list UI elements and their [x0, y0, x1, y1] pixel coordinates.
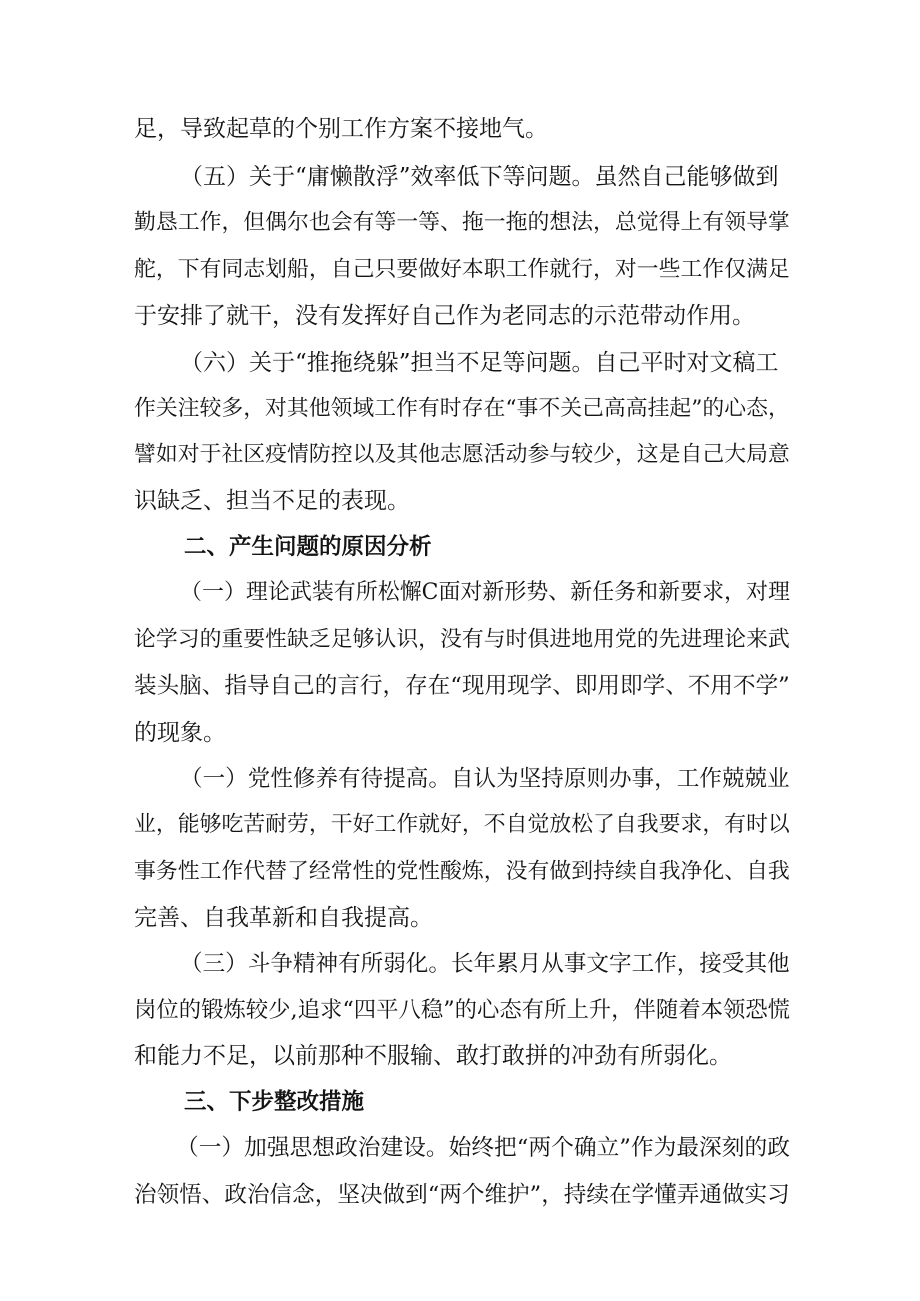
text-line-content: 岗位的锻炼较少,追求“四平八稳”的心态有所上升，伴随着本领恐慌 [134, 997, 791, 1023]
text-line [0, 1033, 920, 1079]
text-line [0, 340, 920, 386]
text-line-content: 事务性工作代替了经常性的党性酸炼，没有做到持续自我净化、自我 [134, 859, 790, 884]
text-line [0, 987, 920, 1033]
section-heading [0, 524, 920, 570]
text-line [0, 710, 920, 756]
text-line [0, 1125, 920, 1171]
text-line-content: （一）理论武装有所松懈C面对新形势、新任务和新要求，对理 [180, 580, 790, 605]
text-line [0, 478, 920, 524]
section-heading [0, 1079, 920, 1125]
text-line [0, 293, 920, 339]
text-line [0, 432, 920, 478]
text-line [0, 802, 920, 848]
text-line-content: （一）加强思想政治建设。始终把“两个确立”作为最深刻的政 [176, 1135, 790, 1161]
text-line-content: 作关注较多，对其他领域工作有时存在“事不关己高高挂起”的心态， [134, 396, 790, 421]
text-line-content: （五）关于“庸懒散浮”效率低下等问题。虽然自己能够做到 [180, 164, 779, 190]
text-line [0, 106, 920, 152]
text-line-content: 譬如对于社区疫情防控以及其他志愿活动参与较少，这是自己大局意 [134, 442, 790, 467]
text-line [0, 941, 920, 987]
text-line [0, 849, 920, 895]
text-line-content: 业，能够吃苦耐劳，干好工作就好，不自觉放松了自我要求，有时以 [134, 812, 790, 837]
text-line [0, 200, 920, 246]
text-line [0, 663, 920, 709]
text-line-content: 和能力不足，以前那种不服输、敢打敢拼的冲劲有所弱化。 [134, 1043, 732, 1069]
text-line [0, 247, 920, 293]
text-line-content: 勤恳工作，但偶尔也会有等一等、拖一拖的想法，总觉得上有领导掌 [134, 210, 790, 235]
text-line-content: 装头脑、指导自己的言行，存在“现用现学、即用即学、不用不学” [134, 673, 790, 699]
text-line [0, 570, 920, 616]
text-line-content: 论学习的重要性缺乏足够认识，没有与时俱进地用党的先进理论来武 [134, 627, 790, 652]
text-line-content: 识缺乏、担当不足的表现。 [134, 488, 410, 514]
text-line-content: （一）党性修养有待提高。自认为坚持原则办事，工作兢兢业 [180, 766, 790, 792]
text-line-content: 治领悟、政治信念，坚决做到“两个维护”，持续在学懂弄通做实习 [134, 1182, 790, 1208]
text-line [0, 895, 920, 941]
text-line-content: 完善、自我革新和自我提高。 [134, 905, 433, 931]
text-line-content: 于安排了就干，没有发挥好自己作为老同志的示范带动作用。 [134, 303, 755, 329]
text-line-content: 的现象。 [134, 720, 226, 746]
text-line-content: 足，导致起草的个别工作方案不接地气。 [134, 116, 548, 142]
text-line [0, 154, 920, 200]
text-line [0, 617, 920, 663]
text-line [0, 386, 920, 432]
text-line [0, 756, 920, 802]
text-line [0, 1172, 920, 1218]
section-heading-text: 二、产生问题的原因分析 [184, 534, 432, 560]
text-line-content: 舵，下有同志划船，自己只要做好本职工作就行，对一些工作仅满足 [134, 257, 790, 282]
section-heading-text: 三、下步整改措施 [184, 1089, 365, 1115]
text-line-content: （六）关于“推拖绕躲”担当不足等问题。自己平时对文稿工 [180, 350, 779, 376]
text-line-content: （三）斗争精神有所弱化。长年累月从事文字工作，接受其他 [180, 951, 790, 977]
